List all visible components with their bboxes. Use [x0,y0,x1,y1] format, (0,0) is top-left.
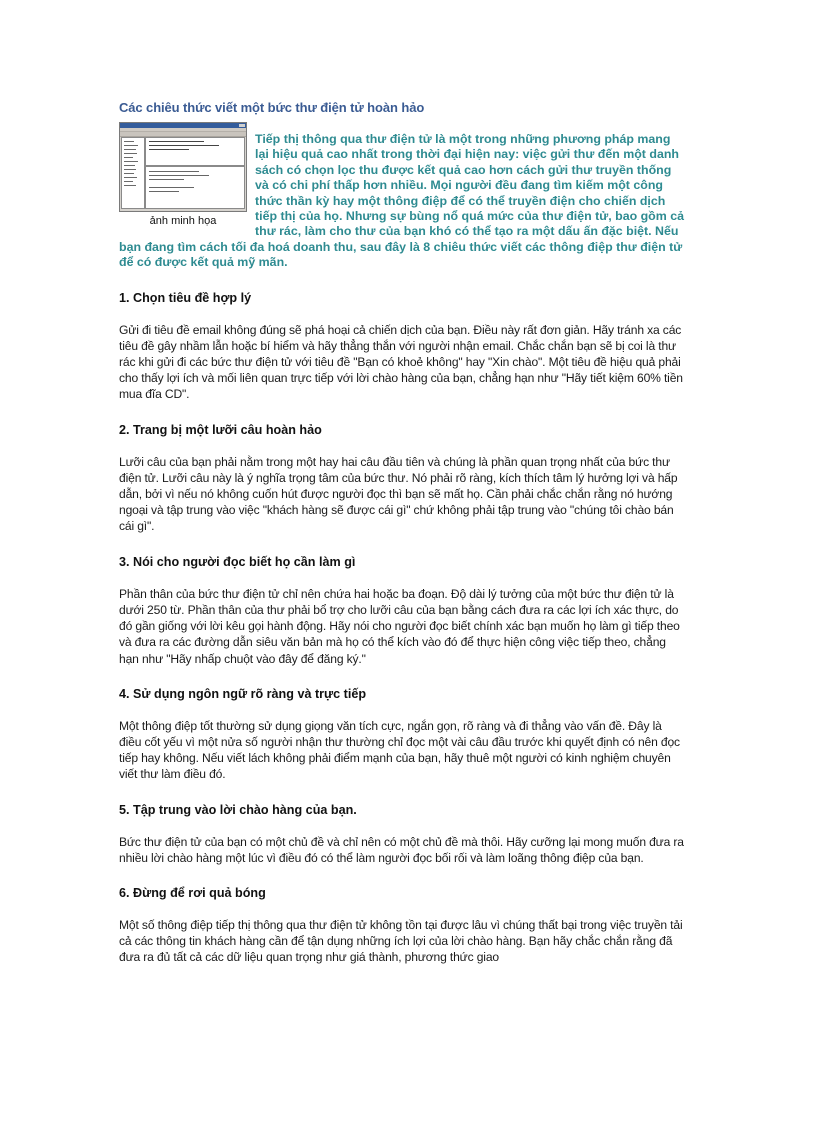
section-heading: 2. Trang bị một lưỡi câu hoàn hảo [119,422,322,437]
article [119,100,684,966]
section-body: Lưỡi câu của bạn phải nằm trong một hay hai câu đầu tiên và chúng là phần quan trọng nhất của bức thư điện tử. Lưỡi câu này là ý nghĩa trọng tâm của bức thư. Nó phải rõ ràng, kích thích tâm lý hưởng lợi và hấp dẫn, bởi vì nếu nó không cuốn hút được người đọc thì bạn sẽ mất họ. Cần phải chắc chắn rằng nó hướng ngoại và tập trung vào việc "khách hàng sẽ được cái gì" chứ không phải tập trung vào "chúng tôi chào bán cái gì". [119,454,678,534]
email-client-screenshot-image [119,122,247,212]
section-body: Một thông điệp tốt thường sử dụng giọng văn tích cực, ngắn gọn, rõ ràng và đi thẳng vào vấn đề. Đây là điều cốt yếu vì một nửa số người nhận thư thường chỉ đọc một vài câu đầu trước khi quyết định có nên đọc tiếp hay không. Nếu viết lách không phải điểm mạnh của bạn, hãy thuê một người có kinh nghiệm chuyên viết thư làm điều đó. [119,718,680,782]
section-body: Một số thông điệp tiếp thị thông qua thư điện tử không tồn tại được lâu vì chúng thất bại trong việc truyền tải cả các thông tin khách hàng cần để tận dụng những ích lợi của lời chào hàng. Bạn hãy chắc chắn rằng đã đưa ra đủ tất cả các dữ liệu quan trọng như giá thành, phương thức giao [119,917,683,965]
section-body: Phần thân của bức thư điện tử chỉ nên chứa hai hoặc ba đoạn. Độ dài lý tưởng của một bức thư điện tử là dưới 250 từ. Phần thân của thư phải bổ trợ cho lưỡi câu của bạn bằng cách đưa ra các lợi ích xác thực, do đó gần giống với lời kêu gọi hành động. Hãy nói cho người đọc biết chính xác bạn muốn họ làm gì tiếp theo và đưa ra các đường dẫn siêu văn bản mà họ có thể kích vào đó để thực hiện công việc tiếp theo, chẳng hạn như "Hãy nhấp chuột vào đây để đăng ký." [119,586,680,666]
figure-caption: ảnh minh họa [149,215,217,227]
section-heading: 3. Nói cho người đọc biết họ cần làm gì [119,554,356,569]
section-body: Bức thư điện tử của bạn có một chủ đề và chỉ nên có một chủ đề mà thôi. Hãy cưỡng lại mong muốn đưa ra nhiều lời chào hàng một lúc vì điều đó có thể làm người đọc bối rối và làm loãng thông điệp của bạn. [119,834,684,865]
intro-paragraph: Tiếp thị thông qua thư điện tử là một trong những phương pháp mang lại hiệu quả cao nhất trong thời đại hiện nay: việc gửi thư đến một danh sách có chọn lọc thu được kết quả cao hơn cách gửi thư truyền thống và có chi phí thấp hơn nhiều. Mọi người đều đang tìm kiếm một công thức thần kỳ hay một thông điệp để có thể truyền điện cho chiến dịch tiếp thị của họ. Nhưng sự bùng nổ quá mức của thư điện tử, bao gồm cả thư rác, làm cho thư của bạn khó có thể tạo ra một dấu ấn đặc biệt. Nếu bạn đang tìm cách tối đa hoá doanh thu, sau đây là 8 chiêu thức viết các thông điệp thư điện tử để có được kết quả mỹ mãn. [119,132,684,270]
section-heading: 4. Sử dụng ngôn ngữ rõ ràng và trực tiếp [119,686,367,701]
section-heading: 1. Chọn tiêu đề hợp lý [119,290,252,305]
section-heading: 6. Đừng để rơi quả bóng [119,885,266,900]
illustration-figure [119,122,247,227]
section-heading: 5. Tập trung vào lời chào hàng của bạn. [119,802,357,817]
section-body: Gửi đi tiêu đề email không đúng sẽ phá hoại cả chiến dịch của bạn. Điều này rất đơn giản. Hãy tránh xa các tiêu đề gây nhầm lẫn hoặc bí hiểm và hãy thẳng thắn với người nhận email. Chắc chắn bạn sẽ bị coi là thư rác khi gửi đi các bức thư điện tử với tiêu đề "Bạn có khoẻ không" hay "Xin chào". Một tiêu đề hiệu quả phải cho thấy lợi ích và mối liên quan trực tiếp với lời chào hàng của bạn, chẳng hạn như "Hãy tiết kiệm 60% tiền mua đĩa CD". [119,322,683,402]
article-title: Các chiêu thức viết một bức thư điện tử hoàn hảo [119,100,425,115]
